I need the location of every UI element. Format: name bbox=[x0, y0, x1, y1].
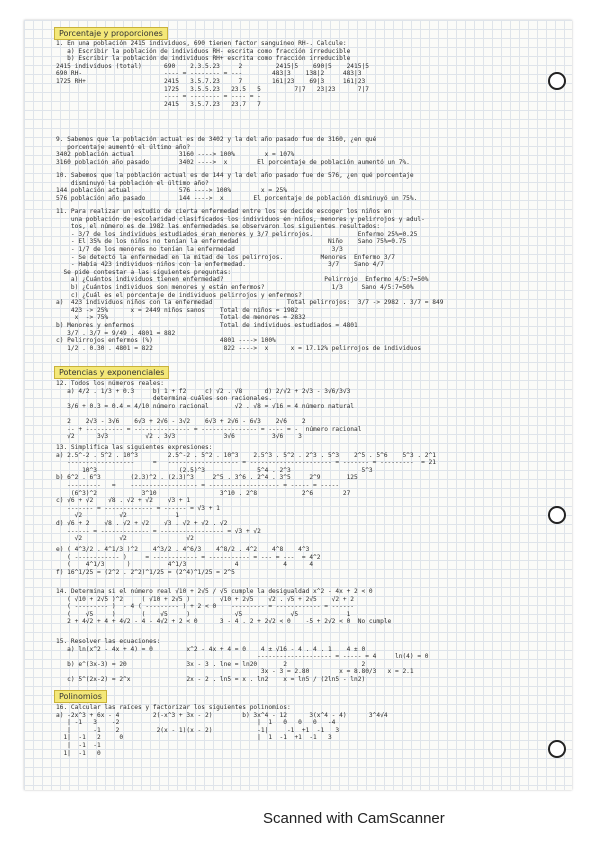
notebook-page bbox=[24, 20, 572, 790]
exercise-13: 13. Simplifica las siguientes expresiones: a) 2.5^-2 . 5^2 . 10^3 2.5^-2 . 5^2 . 10^3 2.5^3 . 5^2 . 2^3 . 5^3 2^5 . 5^6 5^3 . 2^1 ------------------ = ------------------- = ---------------------- = ------- = --------- = 21 10^3 (2.5)^3 5^4 . 2^3 5^3 b) 6^2 . 6^3 (2.3)^2 . (2.3)^3 2^5 . 3^6 . 2^4 . 3^5 2^9 125 --------- = ------------------ = ------------------- = ----- = ----- (6^3)^2 3^10 3^10 . 2^8 2^6 27 c) √6 + √2 √8 . √2 + √2 √3 + 1 ------- = ------------- = ------ = √3 + 1 √2 √2 1 d) √6 + 2 √8 . √2 + √2 √3 . √2 + √2 . √2 ------ = ------------- = ----------------- = √3 + √2 √2 √2 √2 bbox=[56, 444, 436, 543]
section-heading-powers: Potencias y exponenciales bbox=[54, 366, 169, 379]
exercise-11: 11. Para realizar un estudio de cierta enfermedad entre los se decide escoger los niños en una población de escolaridad clasificados los individuos en niños, menores y pelirrojos y adul- tos, el número es de 1982 las enfermedades se observaron los siguientes resultados: - 3/7 de los individuos estudiados eran menores y 3/7 pelirrojos. Enfermo 25%=0.25 - El 35% de los niños no tenían la enfermedad Niño Sano 75%=0.75 - 1/7 de los menores no tenían la enfermedad 3/3 - Se detectó la enfermedad en la mitad de los pelirrojos. Menores Enfermo 3/7 - Había 423 individuos niños con la enfermedad. 3/7 Sano 4/7 Se pide contestar a las siguientes preguntas: a) ¿Cuántos individuos tienen enfermedad? Pelirrojo Enfermo 4/5:7=50% b) ¿Cuántos individuos son menores y están enfermos? 1/3 Sano 4/5:7=50% c) ¿Cuál es el porcentaje de individuos pelirrojos y enfermos? a) 423 individuos niños con la enfermedad Total pelirrojos: 3/7 -> 2982 . 3/7 = 849 423 -> 25% x = 2449 niños sanos Total de niños = 1982 x -> 75% Total de menores = 2832 b) Menores y enfermos Total de individuos estudiados = 4801 3/7 . 3/7 = 9/49 . 4801 = 882 c) Pelirrojos enfermos (%) 4801 ----> 100% 1/2 . 0.30 . 4801 = 822 822 ----> x x = 17.12% pelirrojos de individuos bbox=[56, 208, 444, 352]
exercise-1: 1. En una población 2415 individuos, 690 tienen factor sanguíneo RH-. Calcule: a) Escribir la población de individuos RH- escrita como fracción irreducible b) Escribir la población de individuos RH+ escrita como fracción irreducible 2415 individuos (total) 690 2.3.5.23 2 2415|5 690|5 2415|5 690 RH- ---- = -------- = --- 483|3 138|2 483|3 1725 RH+ 2415 3.5.7.23 7 161|23 69|3 161|23 1725 3.5.5.23 23.5 5 7|7 23|23 7|7 ---- = -------- = ---- = - 2415 3.5.7.23 23.7 7 bbox=[56, 40, 369, 108]
exercise-14: 14. Determina si el número real √10 + 2√5 / √5 cumple la desigualdad x^2 - 4x + 2 < 0 ( √10 + 2√5 )^2 ( √10 + 2√5 ) √10 + 2√5 √2 . √5 + 2√5 √2 + 2 ( --------- ) - 4 ( --------- ) + 2 < 0 --------- = ------------ = ------ ( √5 ) ( √5 ) √5 √5 1 2 + 4√2 + 4 + 4√2 - 4 - 4√2 + 2 < 0 3 - 4 . 2 + 2√2 < 0 -5 + 2√2 < 0 No cumple bbox=[56, 588, 392, 626]
section-heading-polynomials: Polinomios bbox=[54, 690, 107, 703]
exercise-15: 15. Resolver las ecuaciones: a) ln(x^2 - 4x + 4) = 0 x^2 - 4x + 4 = 0 4 ± √16 - 4 . 4 . 1 4 ± 0 -------------------- = ----- = 4 ln(4) = 0 b) e^(3x-3) = 20 3x - 3 . lne = ln20 2 2 3x - 3 = 2.80 x = 8.80/3 x = 2.1 c) 5^(2x-2) = 2^x 2x - 2 . ln5 = x . ln2 x = ln5 / (2ln5 - ln2) bbox=[56, 638, 429, 683]
exercise-10: 10. Sabemos que la población actual es de 144 y la del año pasado fue de 576, ¿en qué porcentaje disminuyó la población el último año? 144 población actual 576 ----> 100% x = 25% 576 población año pasado 144 ----> x El porcentaje de población disminuyó un 75%. bbox=[56, 172, 418, 202]
exercise-16: 16. Calcular las raíces y factorizar los siguientes polinomios: a) -2x^3 + 6x - 4 2(-x^3 + 3x - 2) b) 3x^4 - 12 3(x^4 - 4) 3^4√4 | -1 3 -2 | 1 0 0 0 -4 | -1 2 2(x - 1)(x - 2) -1| -1 +1 -1 3 1| -1 2 0 | 1 -1 +1 -1 3 | -1 -1 1| -1 0 bbox=[56, 704, 388, 757]
scanner-watermark: Scanned with CamScanner bbox=[263, 810, 445, 827]
exercise-12: 12. Todos los números reales: a) 4/2 . 1/3 + 0.3 b) 1 + f2 c) √2 . √8 d) 2/√2 + 2√3 - 3√6/3√3 determina cuáles son racionales. 3/6 + 0.3 = 0.4 = 4/10 número racional √2 . √8 = √16 = 4 número natural 2 2√3 - 3√6 6√3 + 2√6 - 3√2 6√3 + 2√6 - 6√3 2√6 2 -- + ---------- = --------------- = --------------- = ---- = - número racional √2 3√3 √2 . 3√3 3√6 3√6 3 bbox=[56, 380, 362, 441]
exercise-13-cont: e) ( 4^3/2 . 4^1/3 )^2 4^3/2 . 4^6/3 4^8/2 . 4^2 4^8 4^3 ( ------------ ) = ------------ = ----------- = --- = --- = 4^2 ( 4^1/3 ) 4^1/3 4 4 4 f) 16^1/25 = (2^2 . 2^2)^1/25 = (2^4)^1/25 = 2^5 bbox=[56, 546, 321, 576]
exercise-9: 9. Sabemos que la población actual es de 3402 y la del año pasado fue de 3160, ¿en qué porcentaje aumentó el último año? 3402 población actual 3160 ----> 100% x = 107% 3160 población año pasado 3402 ----> x El porcentaje de población aumentó un 7%. bbox=[56, 136, 410, 166]
section-heading-percentages: Porcentaje y proporciones bbox=[54, 27, 168, 40]
